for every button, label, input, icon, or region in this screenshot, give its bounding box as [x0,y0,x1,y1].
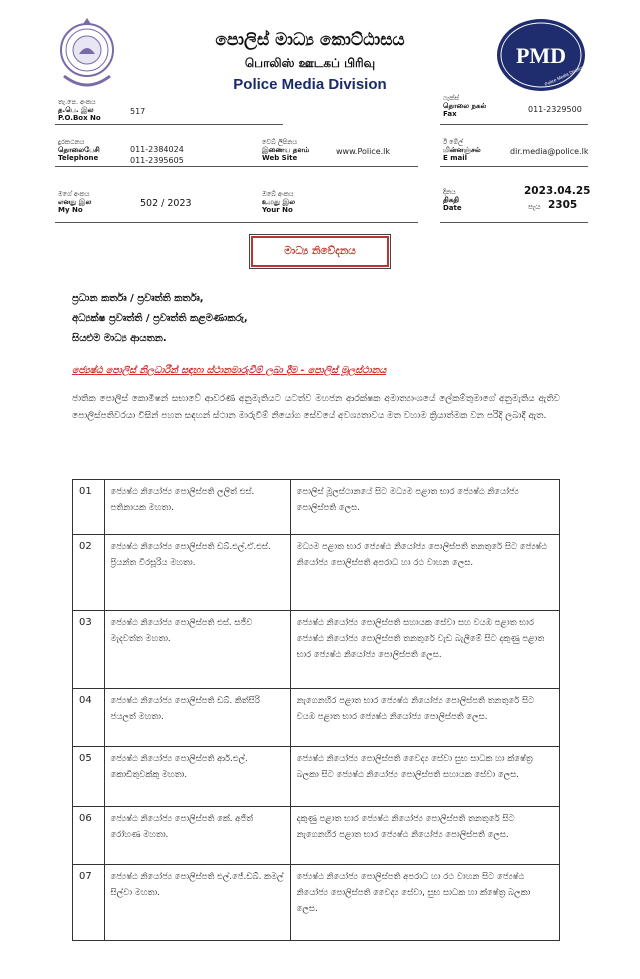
pobox-label: තැ.පෙ. අංකය த.பெ. இல P.O.Box No [58,98,101,122]
title-english: Police Media Division [233,76,387,93]
posting: පොලිස් මූලස්ථානයේ සිට මධ්‍යම පළාත භාර ජ්‍යෙෂ්ඨ නියෝජ්‍ය පොලිස්පති ලෙස. [290,480,559,535]
time-value: 2305 [548,199,578,211]
media-release-title: මාධ්‍ය නිවේදනය [251,236,389,267]
website-value[interactable]: www.Police.lk [336,147,391,156]
table-row [73,689,560,747]
date-value: 2023.04.25 [524,185,591,197]
addressee-line-1: ප්‍රධාන කර්තෘ / ප්‍රවෘත්ති කර්තෘ, [72,293,204,304]
row-number: 03 [73,611,105,689]
officer-name: ජ්‍යෙෂ්ඨ නියෝජ්‍ය පොලිස්පති එල්.ජේ.ඩබ්. කමල් සිල්වා මහතා. [104,865,290,941]
telephone-value-1: 011-2384024 [130,145,184,154]
pmd-logo-subtext: Police Media Division [543,64,585,87]
table-row [73,535,560,611]
telephone-value-2: 011-2395605 [130,156,184,165]
row-number: 07 [73,865,105,941]
row-number: 02 [73,535,105,611]
addressee-line-3: සියළුම මාධ්‍ය ආයතන. [72,333,167,344]
officer-name: ජ්‍යෙෂ්ඨ නියෝජ්‍ය පොලිස්පති එස්. සජීව මැදවත්ත මහතා. [104,611,290,689]
officer-name: ජ්‍යෙෂ්ඨ නියෝජ්‍ය පොලිස්පති ඩබ්.එල්.ඒ.එස්. ප්‍රියන්ත වීරසූරිය මහතා. [104,535,290,611]
pobox-value: 517 [130,107,146,116]
fax-value: 011-2329500 [528,105,582,114]
officer-name: ජ්‍යෙෂ්ඨ නියෝජ්‍ය පොලිස්පති ලලිත් එස්. පතිනායක මහතා. [104,480,290,535]
table-row [73,480,560,535]
table-row [73,865,560,941]
date-label: දිනය திகதி Date [443,188,462,212]
time-label: පැය [528,202,541,211]
email-label: ඊ මේල් மின்னஞ்சல் E mail [443,138,481,162]
title-sinhala: පොලිස් මාධ්‍ය කොට්ඨාසය [215,30,405,50]
row-number: 05 [73,747,105,807]
body-paragraph: ජාතික පොලිස් කොමිෂන් සභාවේ ආවරණ අනුමැතියට යටත්ව මහජන ආරක්ෂක අමාත්‍යාංශයේ ලේකම්තුමාගේ අනුමැතිය ඇතිව පොලිස්පතිවරයා විසින් පහත සඳහන් ස්ථාන මාරුවීම් නියෝග සේවයේ අවශ්‍යතාවය මත වහාම ක්‍රියාත්මක වන පරිදි ලබාදී ඇත. [72,394,560,421]
officer-name: ජ්‍යෙෂ්ඨ නියෝජ්‍ය පොලිස්පති කේ. අජිත් රෝහණ මහතා. [104,807,290,865]
myno-value: 502 / 2023 [140,198,192,209]
row-number: 04 [73,689,105,747]
table-row [73,747,560,807]
posting: දකුණු පළාත භාර ජ්‍යෙෂ්ඨ නියෝජ්‍ය පොලිස්පති තනතුරේ සිට නැගෙනහිර පළාත භාර ජ්‍යෙෂ්ඨ නියෝජ්‍ය පොලිස්පති ලෙස. [290,807,559,865]
table-row [73,807,560,865]
fax-label: ෆැක්ස් தொலை நகல் Fax [443,94,487,118]
posting: ජ්‍යෙෂ්ඨ නියෝජ්‍ය පොලිස්පති සහායක සේවා සහ වයඹ පළාත භාර ජ්‍යෙෂ්ඨ නියෝජ්‍ය පොලිස්පති තනතුරේ වැඩ බැලීමේ සිට දකුණු පළාත භාර ජ්‍යෙෂ්ඨ නියෝජ්‍ය පොලිස්පති ලෙස. [290,611,559,689]
title-tamil: பொலிஸ் ஊடகப் பிரிவு [244,56,376,70]
officer-name: ජ්‍යෙෂ්ඨ නියෝජ්‍ය පොලිස්පති ඩබ්. කිත්සිරි ජයලත් මහතා. [104,689,290,747]
email-value[interactable]: dir.media@police.lk [510,147,589,156]
transfers-table [72,479,560,941]
subject-line: ජ්‍යෙෂ්ඨ පොලිස් නිලධාරීන් සඳහා ස්ථානමාරුවීම් ලබා දීම - පොලිස් මූලස්ථානය [72,365,387,376]
pmd-logo-text: PMD [515,43,567,68]
telephone-label: දුරකථනය தொலைபேசி Telephone [58,138,100,162]
posting: මධ්‍යම පළාත භාර ජ්‍යෙෂ්ඨ නියෝජ්‍ය පොලිස්පති තනතුරේ සිට ජ්‍යෙෂ්ඨ නියෝජ්‍ය පොලිස්පති අපරාධ හා රථ වාහන ලෙස. [290,535,559,611]
yourno-label: ඔබේ අංකය உமது இல Your No [262,190,296,214]
website-label: වෙබ් ලිපිනය இணைய தளம் Web Site [262,138,310,162]
addressee-line-2: අධ්‍යක්ෂ ප්‍රවෘත්ති / ප්‍රවෘත්ති කළමණාකරු, [72,313,248,324]
police-emblem-logo [58,14,116,92]
pmd-logo [495,17,587,93]
posting: ජ්‍යෙෂ්ඨ නියෝජ්‍ය පොලිස්පති වෛද්‍ය සේවා සුභ සාධක හා ක්ෂේත්‍ර බලකා සිට ජ්‍යෙෂ්ඨ නියෝජ්‍ය පොලිස්පති සහායක සේවා ලෙස. [290,747,559,807]
row-number: 06 [73,807,105,865]
officer-name: ජ්‍යෙෂ්ඨ නියෝජ්‍ය පොලිස්පති ආර්.එල්. කොඩිතුවක්කු මහතා. [104,747,290,807]
row-number: 01 [73,480,105,535]
table-row [73,611,560,689]
posting: නැගෙනහිර පළාත භාර ජ්‍යෙෂ්ඨ නියෝජ්‍ය පොලිස්පති තනතුරේ සිට වයඹ පළාත භාර ජ්‍යෙෂ්ඨ නියෝජ්‍ය පොලිස්පති ලෙස. [290,689,559,747]
posting: ජ්‍යෙෂ්ඨ නියෝජ්‍ය පොලිස්පති අපරාධ හා රථ වාහන සිට ජ්‍යෙෂ්ඨ නියෝජ්‍ය පොලිස්පති වෛද්‍ය සේවා, සුභ සාධක හා ක්ෂේත්‍ර බලකා ලෙස. [290,865,559,941]
myno-label: මගේ අංකය எனது இல My No [58,190,92,214]
